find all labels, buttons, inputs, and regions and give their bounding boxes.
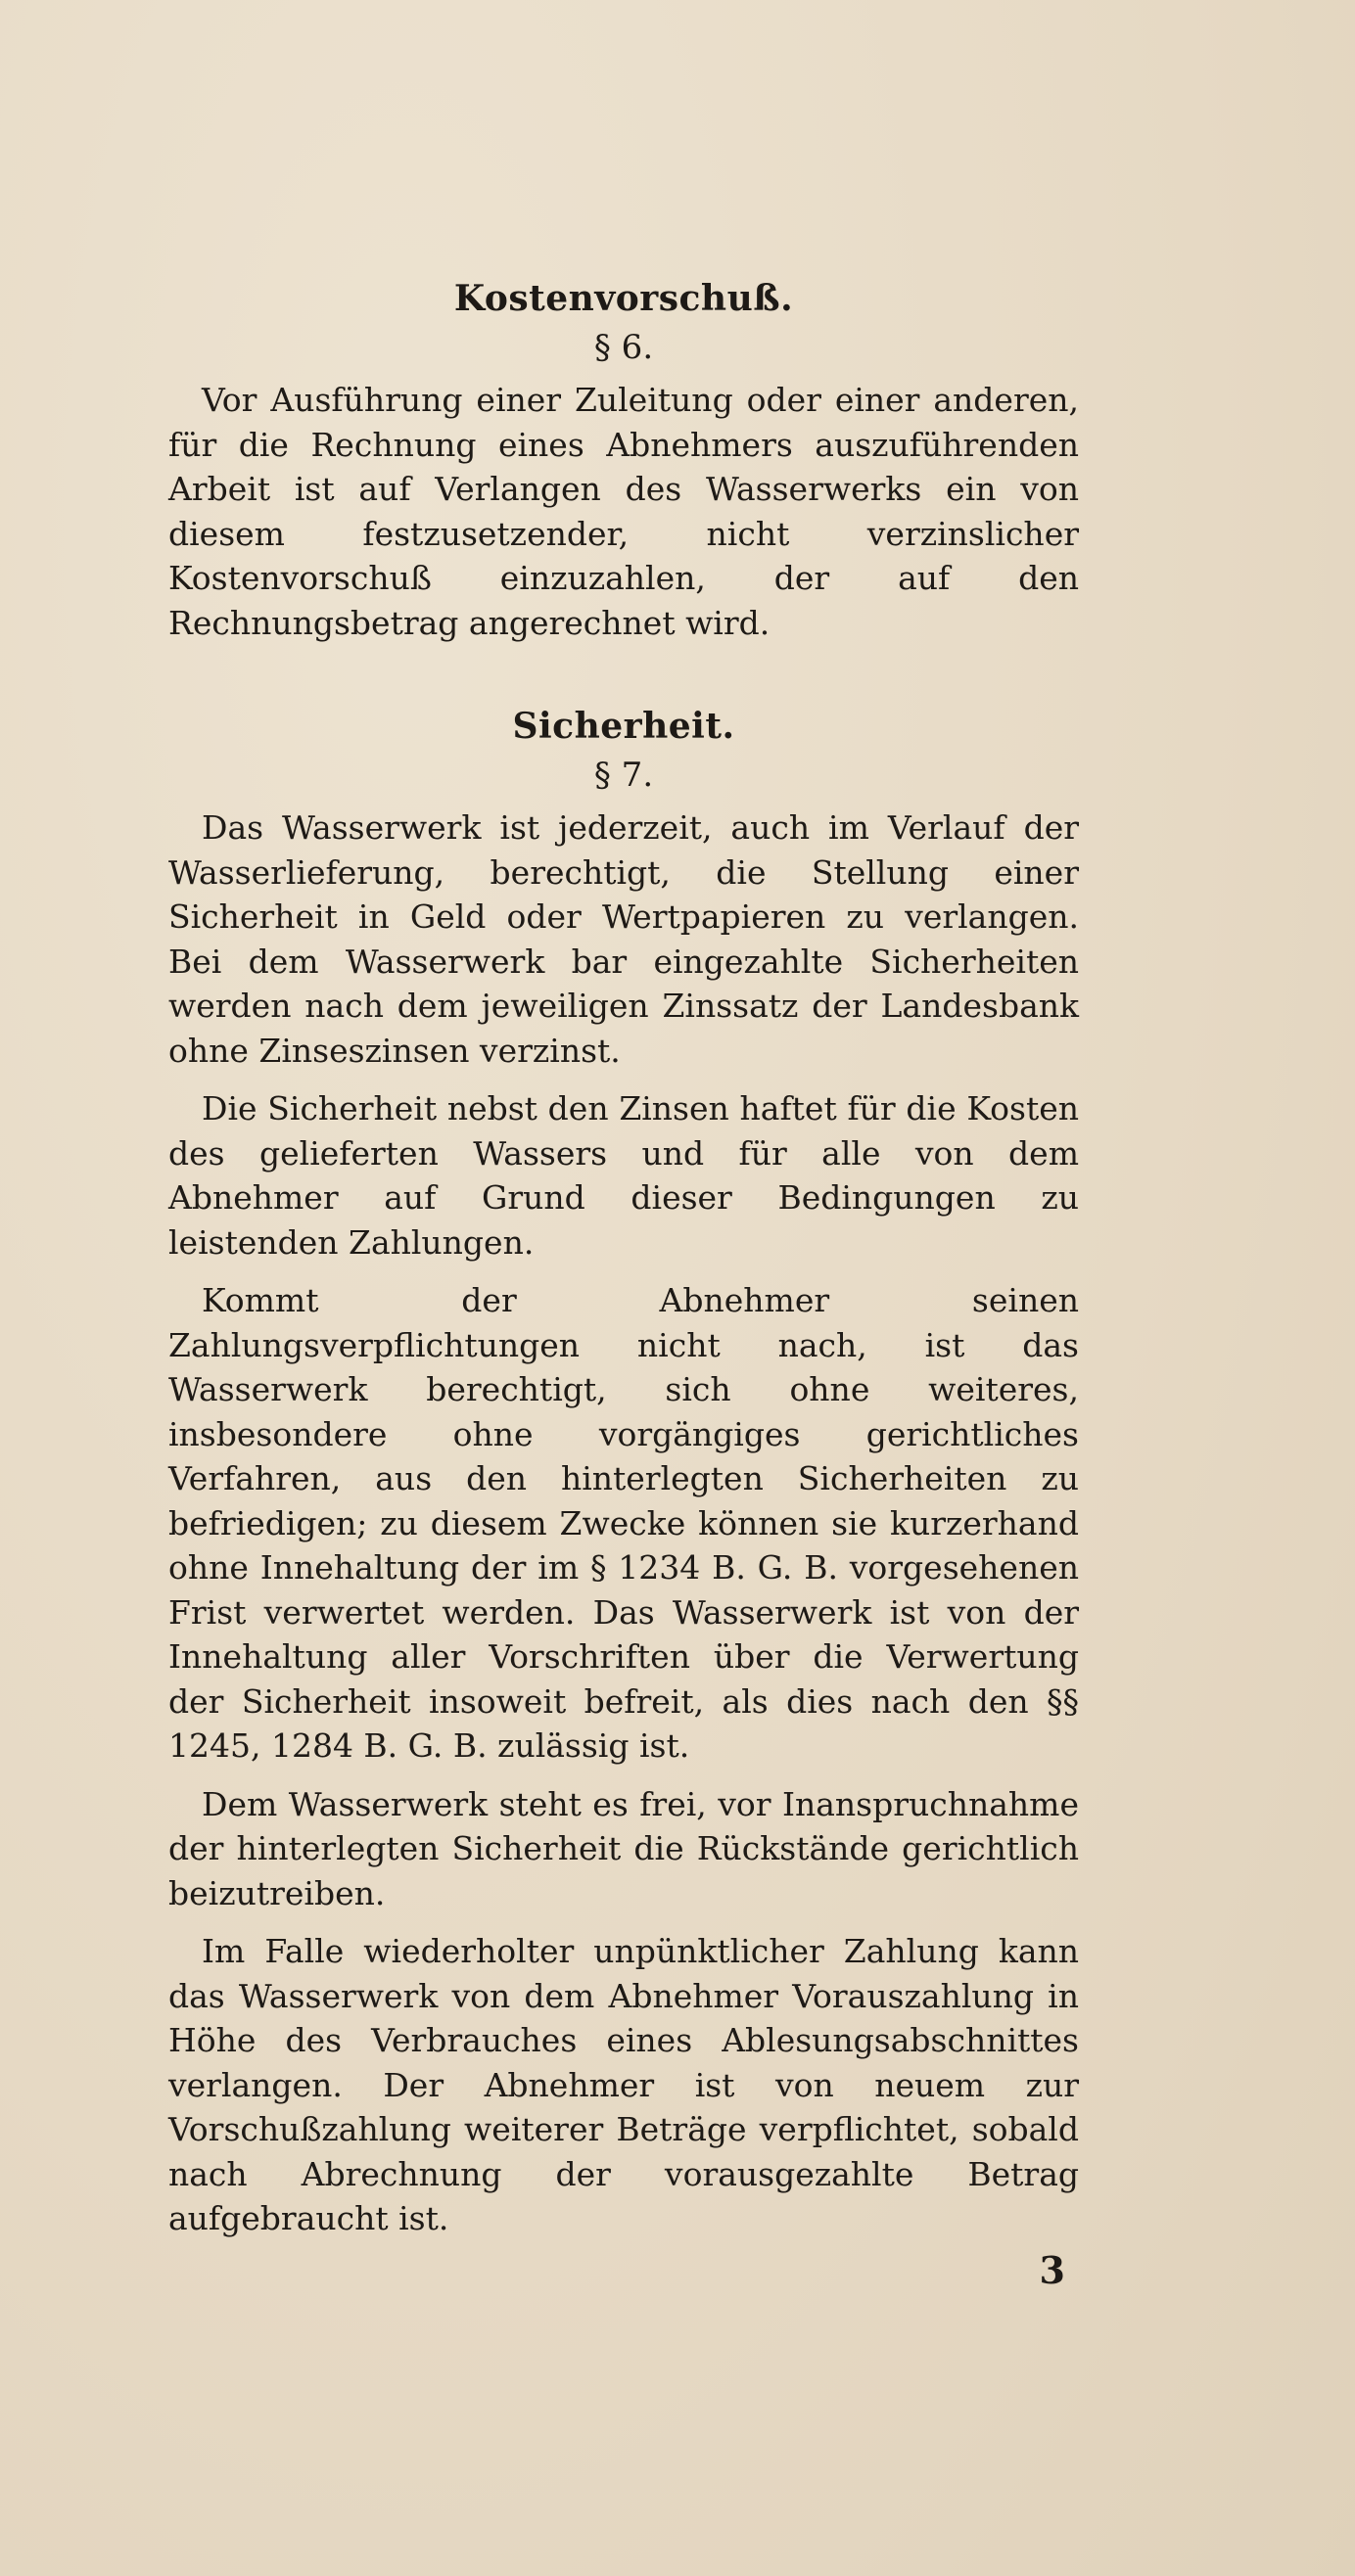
section-spacer (168, 659, 1079, 702)
section-heading: Kostenvorschuß. (453, 278, 794, 319)
section-sicherheit (168, 702, 1079, 2241)
section-heading: Sicherheit. (512, 706, 735, 747)
section-number: § 7. (593, 756, 654, 795)
paragraph: Dem Wasserwerk steht es frei, vor Inanspruchnahme der hinterlegten Sicherheit die Rückstände gerichtlich beizutreiben. (168, 1784, 1079, 1912)
paragraph: Das Wasserwerk ist jederzeit, auch im Verlauf der Wasserlieferung, berechtigt, die Stellung einer Sicherheit in Geld oder Wertpapieren zu verlangen. Bei dem Wasserwerk bar eingezahlte Sicherheiten werden nach dem jeweiligen Zinssatz der Landesbank ohne Zinseszinsen verzinst. (168, 808, 1079, 1070)
text-block (168, 274, 1079, 2255)
section-number: § 6. (593, 328, 654, 367)
page-number: 3 (1039, 2248, 1065, 2292)
paragraph: Im Falle wiederholter unpünktlicher Zahlung kann das Wasserwerk von dem Abnehmer Vorauszahlung in Höhe des Verbrauches eines Ablesungsabschnittes verlangen. Der Abnehmer ist von neuem zur Vorschußzahlung weiterer Beträge verpflichtet, sobald nach Abrechnung der vorausgezahlte Betrag aufgebraucht ist. (168, 1932, 1079, 2237)
paragraph: Vor Ausführung einer Zuleitung oder einer anderen, für die Rechnung eines Abnehmers auszuführenden Arbeit ist auf Verlangen des Wasserwerks ein von diesem festzusetzender, nicht verzinslicher Kostenvorschuß einzuzahlen, der auf den Rechnungsbetrag angerechnet wird. (168, 381, 1079, 642)
paragraph: Kommt der Abnehmer seinen Zahlungsverpflichtungen nicht nach, ist das Wasserwerk berechtigt, sich ohne weiteres, insbesondere ohne vorgängiges gerichtliches Verfahren, aus den hinterlegten Sicherheiten zu befriedigen; zu diesem Zwecke können sie kurzerhand ohne Innehaltung der im § 1234 B. G. B. vorgesehenen Frist verwertet werden. Das Wasserwerk ist von der Innehaltung aller Vorschriften über die Verwertung der Sicherheit insoweit befreit, als dies nach den §§ 1245, 1284 B. G. B. zulässig ist. (168, 1281, 1079, 1765)
section-kostenvorschuss (168, 274, 1079, 645)
paragraph: Die Sicherheit nebst den Zinsen haftet für die Kosten des gelieferten Wassers und für alle von dem Abnehmer auf Grund dieser Bedingungen zu leistenden Zahlungen. (168, 1089, 1079, 1262)
